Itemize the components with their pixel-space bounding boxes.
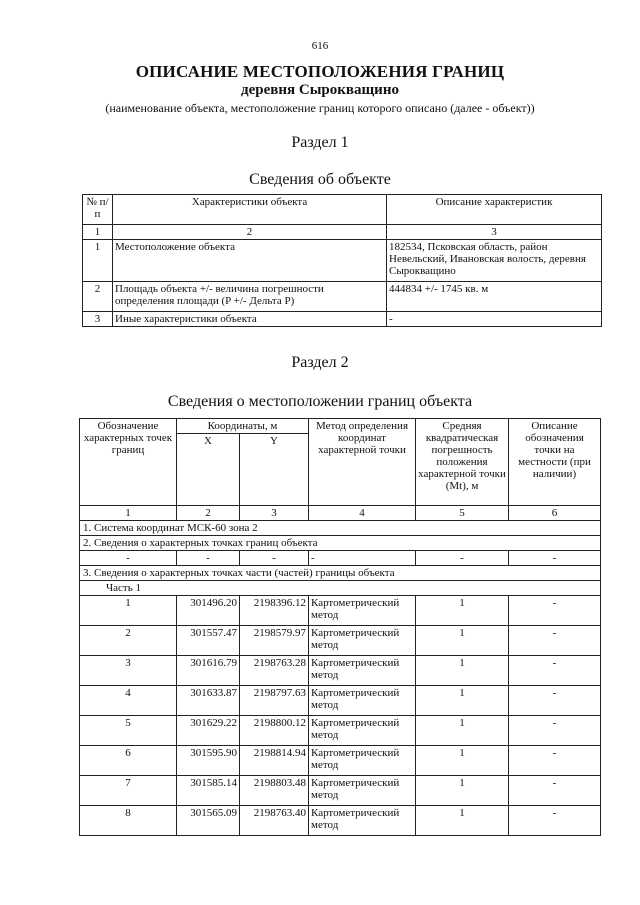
- boundary-points-row: 2. Сведения о характерных точках границ объекта: [80, 536, 601, 551]
- coord-x: 301496.20: [177, 596, 240, 626]
- coord-x: 301585.14: [177, 776, 240, 806]
- column-number: 4: [309, 506, 416, 521]
- point-number: 8: [80, 806, 177, 836]
- characteristic-value: 444834 +/- 1745 кв. м: [387, 282, 602, 312]
- section2-heading: Раздел 2: [291, 354, 349, 371]
- header-coords: Координаты, м: [177, 419, 309, 434]
- characteristic-name: Иные характеристики объекта: [113, 312, 387, 327]
- column-number: 3: [240, 506, 309, 521]
- method-cell: Картометрический метод: [309, 746, 416, 776]
- part-label: Часть 1: [80, 581, 601, 596]
- characteristic-value: -: [387, 312, 602, 327]
- coord-y: 2198396.12: [240, 596, 309, 626]
- table-header: Описание характеристик: [387, 195, 602, 225]
- method-cell: Картометрический метод: [309, 626, 416, 656]
- characteristic-value: 182534, Псковская область, район Невельский, Ивановская волость, деревня Сырокващино: [387, 240, 602, 282]
- method-cell: Картометрический метод: [309, 656, 416, 686]
- coord-x: 301629.22: [177, 716, 240, 746]
- method-cell: Картометрический метод: [309, 686, 416, 716]
- coord-y: 2198763.40: [240, 806, 309, 836]
- header-point: Обозначение характерных точек границ: [80, 419, 177, 506]
- point-number: 4: [80, 686, 177, 716]
- table-row: [80, 656, 601, 686]
- table-row: [80, 716, 601, 746]
- row-number: 3: [83, 312, 113, 327]
- header-error: Средняя квадратическая погрешность положения характерной точки (Mt), м: [416, 419, 509, 506]
- document-title: ОПИСАНИЕ МЕСТОПОЛОЖЕНИЯ ГРАНИЦ: [135, 62, 505, 81]
- header-x: X: [177, 434, 240, 506]
- object-note: (наименование объекта, местоположение границ которого описано (далее - объект)): [105, 101, 535, 115]
- description-cell: -: [509, 776, 601, 806]
- page-number: 616: [311, 40, 329, 52]
- description-cell: -: [509, 626, 601, 656]
- table-row: [80, 776, 601, 806]
- point-number: 5: [80, 716, 177, 746]
- column-number: 5: [416, 506, 509, 521]
- method-cell: Картометрический метод: [309, 776, 416, 806]
- description-cell: -: [509, 596, 601, 626]
- dash-cell: -: [80, 551, 177, 566]
- table-header: Характеристики объекта: [113, 195, 387, 225]
- column-number: 1: [83, 225, 113, 240]
- coord-y: 2198797.63: [240, 686, 309, 716]
- header-method: Метод определения координат характерной точки: [309, 419, 416, 506]
- description-cell: -: [509, 716, 601, 746]
- column-number: 1: [80, 506, 177, 521]
- coordinate-system-row: 1. Система координат МСК-60 зона 2: [80, 521, 601, 536]
- table-row: [80, 626, 601, 656]
- section1-subheading: Сведения об объекте: [249, 171, 391, 188]
- error-cell: 1: [416, 716, 509, 746]
- description-cell: -: [509, 806, 601, 836]
- coord-y: 2198803.48: [240, 776, 309, 806]
- error-cell: 1: [416, 686, 509, 716]
- description-cell: -: [509, 656, 601, 686]
- row-number: 1: [83, 240, 113, 282]
- error-cell: 1: [416, 596, 509, 626]
- table-row: [80, 596, 601, 626]
- object-name: деревня Сырокващино: [241, 82, 399, 98]
- method-cell: Картометрический метод: [309, 716, 416, 746]
- coord-y: 2198579.97: [240, 626, 309, 656]
- error-cell: 1: [416, 776, 509, 806]
- column-number: 2: [177, 506, 240, 521]
- coord-x: 301616.79: [177, 656, 240, 686]
- dash-cell: -: [509, 551, 601, 566]
- error-cell: 1: [416, 746, 509, 776]
- header-description: Описание обозначения точки на местности (при наличии): [509, 419, 601, 506]
- point-number: 3: [80, 656, 177, 686]
- characteristic-name: Площадь объекта +/- величина погрешности определения площади (P +/- Дельта P): [113, 282, 387, 312]
- row-number: 2: [83, 282, 113, 312]
- point-number: 1: [80, 596, 177, 626]
- boundary-points-table: [79, 418, 601, 836]
- point-number: 2: [80, 626, 177, 656]
- column-number: 6: [509, 506, 601, 521]
- point-number: 7: [80, 776, 177, 806]
- coord-y: 2198814.94: [240, 746, 309, 776]
- table-row: [80, 686, 601, 716]
- description-cell: -: [509, 746, 601, 776]
- dash-cell: -: [309, 551, 416, 566]
- column-number: 2: [113, 225, 387, 240]
- dash-cell: -: [416, 551, 509, 566]
- description-cell: -: [509, 686, 601, 716]
- dash-cell: -: [177, 551, 240, 566]
- table-header: № п/п: [83, 195, 113, 225]
- table-row: [80, 806, 601, 836]
- error-cell: 1: [416, 806, 509, 836]
- coord-y: 2198763.28: [240, 656, 309, 686]
- column-number: 3: [387, 225, 602, 240]
- table-row: [83, 282, 602, 312]
- coord-x: 301565.09: [177, 806, 240, 836]
- coord-y: 2198800.12: [240, 716, 309, 746]
- method-cell: Картометрический метод: [309, 806, 416, 836]
- coord-x: 301633.87: [177, 686, 240, 716]
- object-info-table: [82, 194, 602, 327]
- error-cell: 1: [416, 626, 509, 656]
- table-row: [83, 312, 602, 327]
- characteristic-name: Местоположение объекта: [113, 240, 387, 282]
- dash-cell: -: [240, 551, 309, 566]
- section1-heading: Раздел 1: [291, 134, 349, 151]
- section2-subheading: Сведения о местоположении границ объекта: [167, 393, 473, 410]
- coord-x: 301557.47: [177, 626, 240, 656]
- point-number: 6: [80, 746, 177, 776]
- parts-row: 3. Сведения о характерных точках части (частей) границы объекта: [80, 566, 601, 581]
- table-row: [80, 551, 601, 566]
- table-row: [83, 240, 602, 282]
- table-row: [80, 746, 601, 776]
- coord-x: 301595.90: [177, 746, 240, 776]
- method-cell: Картометрический метод: [309, 596, 416, 626]
- header-y: Y: [240, 434, 309, 506]
- error-cell: 1: [416, 656, 509, 686]
